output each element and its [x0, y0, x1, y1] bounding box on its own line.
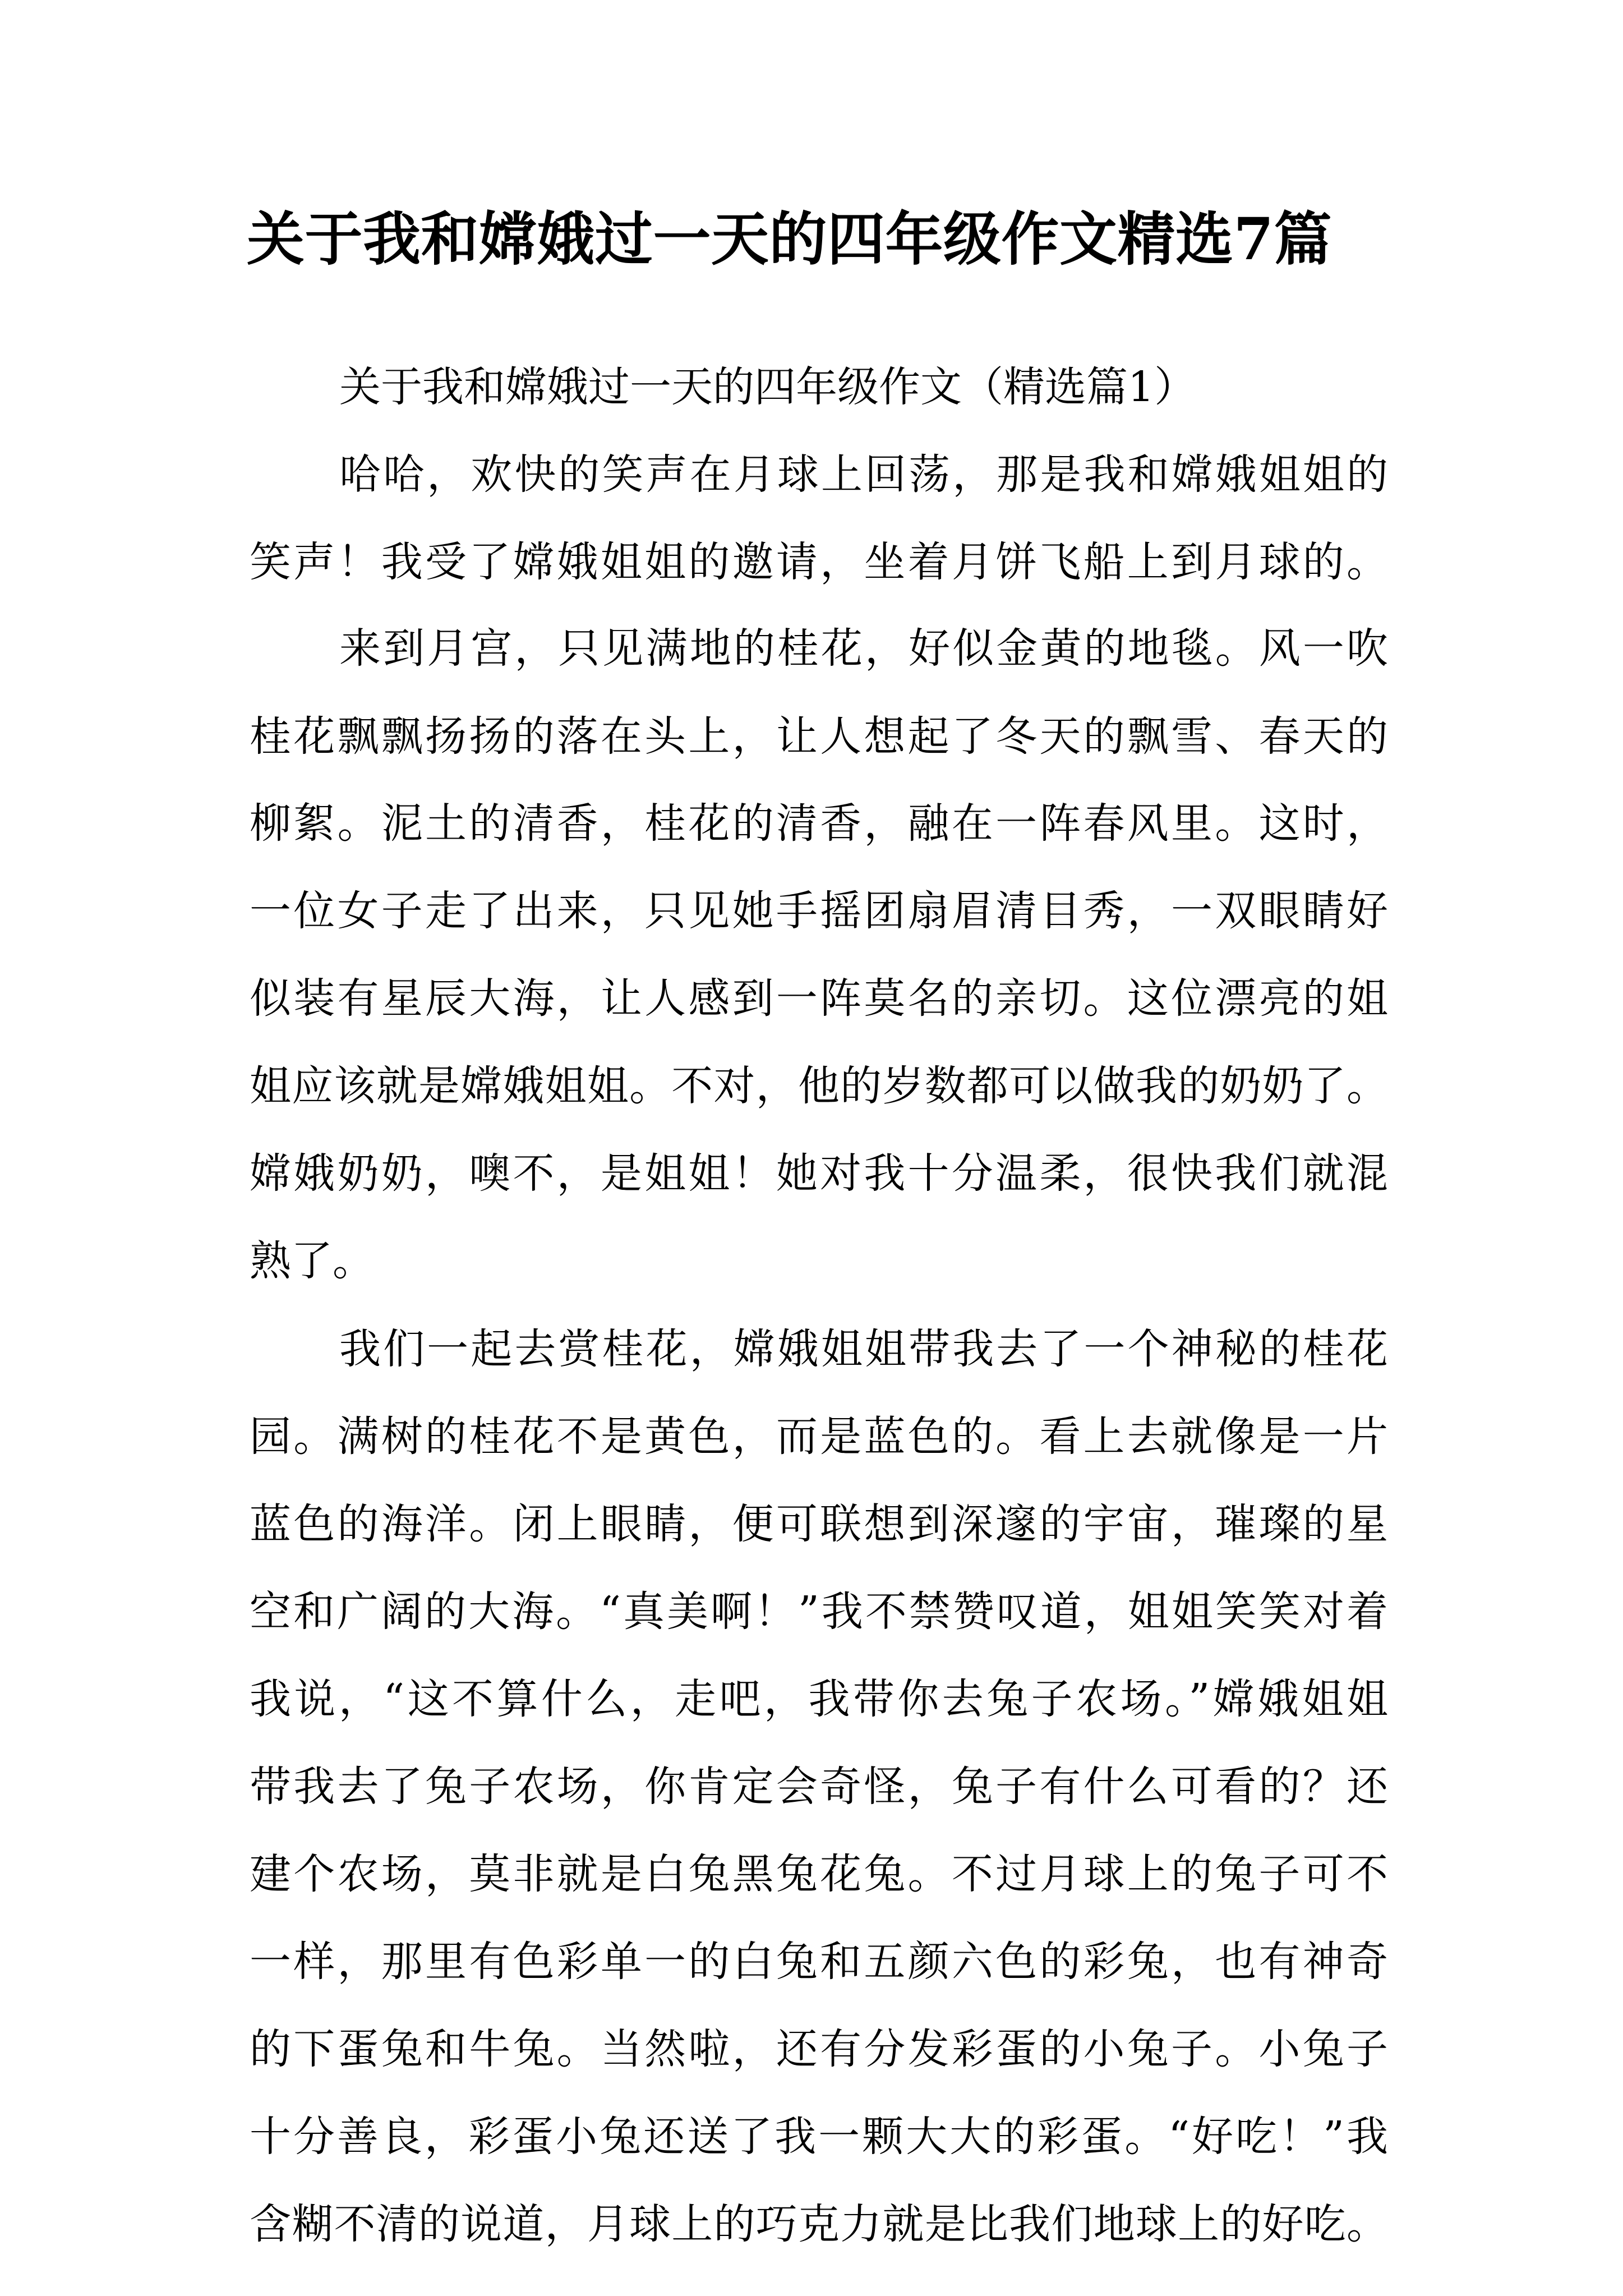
paragraph-line: 我说，“这不算什么，走吧，我带你去兔子农场。”嫦娥姐姐 [250, 1675, 1388, 1723]
paragraph-line: 姐应该就是嫦娥姐姐。不对，他的岁数都可以做我的奶奶了。 [250, 1062, 1388, 1110]
document-title: 关于我和嫦娥过一天的四年级作文精选7篇 [247, 205, 1332, 273]
paragraph-line: 园。满树的桂花不是黄色，而是蓝色的。看上去就像是一片 [250, 1412, 1388, 1461]
paragraph-line: 桂花飘飘扬扬的落在头上，让人想起了冬天的飘雪、春天的 [250, 712, 1388, 761]
paragraph-line: 嫦娥奶奶，噢不，是姐姐！她对我十分温柔，很快我们就混 [250, 1149, 1388, 1198]
paragraph-line: 柳絮。泥土的清香，桂花的清香，融在一阵春风里。这时， [250, 799, 1388, 848]
paragraph-line: 熟了。 [250, 1237, 374, 1285]
paragraph-line: 来到月宫，只见满地的桂花，好似金黄的地毯。风一吹 [339, 624, 1388, 673]
paragraph-line: 空和广阔的大海。“真美啊！”我不禁赞叹道，姐姐笑笑对着 [250, 1588, 1388, 1636]
paragraph-line: 哈哈，欢快的笑声在月球上回荡，那是我和嫦娥姐姐的 [339, 450, 1388, 499]
paragraph-line: 含糊不清的说道，月球上的巧克力就是比我们地球上的好吃。 [250, 2200, 1388, 2248]
paragraph-line: 我们一起去赏桂花，嫦娥姐姐带我去了一个神秘的桂花 [339, 1325, 1388, 1373]
paragraph-line: 建个农场，莫非就是白兔黑兔花兔。不过月球上的兔子可不 [250, 1850, 1388, 1898]
paragraph-line: 似装有星辰大海，让人感到一阵莫名的亲切。这位漂亮的姐 [250, 974, 1388, 1023]
paragraph-line: 带我去了兔子农场，你肯定会奇怪，兔子有什么可看的？还 [250, 1763, 1388, 1811]
paragraph-line: 的下蛋兔和牛兔。当然啦，还有分发彩蛋的小兔子。小兔子 [250, 2025, 1388, 2073]
section-heading: 关于我和嫦娥过一天的四年级作文（精选篇1） [339, 363, 1196, 411]
paragraph-line: 笑声！我受了嫦娥姐姐的邀请，坐着月饼飞船上到月球的。 [250, 538, 1388, 586]
paragraph-line: 十分善良，彩蛋小兔还送了我一颗大大的彩蛋。“好吃！”我 [250, 2113, 1388, 2161]
paragraph-line: 蓝色的海洋。闭上眼睛，便可联想到深邃的宇宙，璀璨的星 [250, 1500, 1388, 1548]
paragraph-line: 一位女子走了出来，只见她手摇团扇眉清目秀，一双眼睛好 [250, 887, 1388, 935]
paragraph-line: 一样，那里有色彩单一的白兔和五颜六色的彩兔，也有神奇 [250, 1938, 1388, 1986]
